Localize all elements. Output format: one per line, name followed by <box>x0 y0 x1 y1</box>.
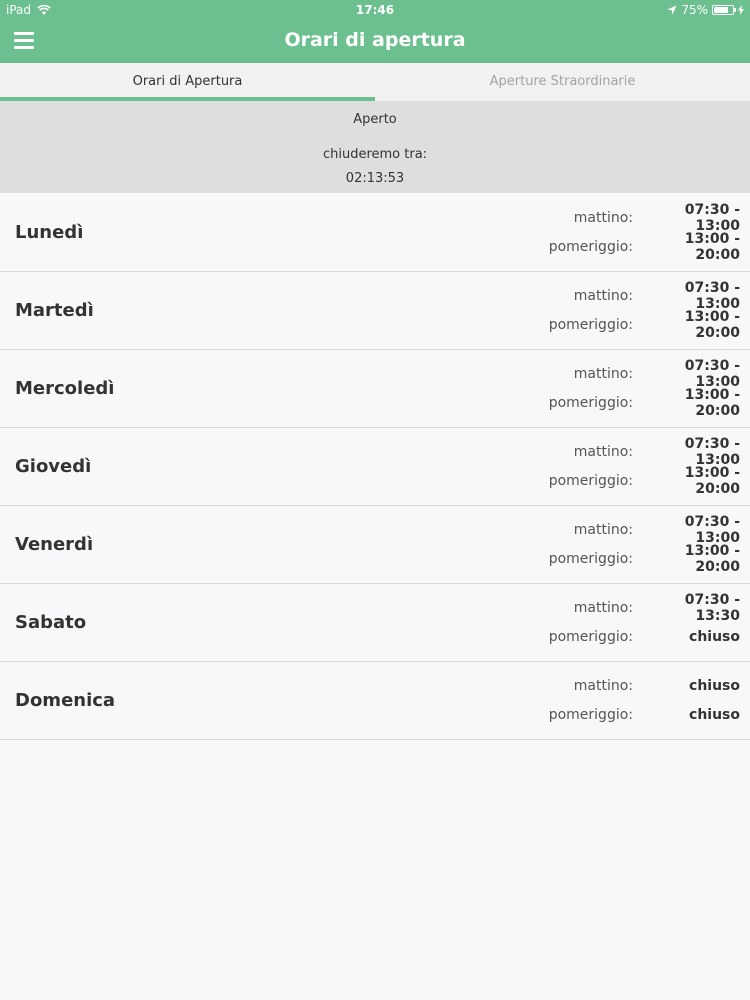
morning-slot <box>505 202 740 234</box>
afternoon-hours: 13:00 - 20:00 <box>684 309 740 341</box>
morning-label: mattino: <box>573 600 633 616</box>
charging-bolt-icon <box>738 5 744 15</box>
battery-percent: 75% <box>681 3 708 17</box>
morning-slot <box>505 514 740 546</box>
morning-slot <box>505 358 740 390</box>
day-row <box>0 350 750 428</box>
afternoon-hours: 13:00 - 20:00 <box>684 231 740 263</box>
morning-hours: chiuso <box>689 678 740 694</box>
location-arrow-icon <box>667 5 677 15</box>
afternoon-slot <box>505 387 740 419</box>
open-status-text: Aperto <box>353 112 397 127</box>
day-row <box>0 662 750 740</box>
morning-label: mattino: <box>573 522 633 538</box>
afternoon-hours: chiuso <box>689 707 740 723</box>
morning-label: mattino: <box>573 366 633 382</box>
day-name: Domenica <box>15 690 116 711</box>
morning-slot <box>505 280 740 312</box>
afternoon-slot <box>505 627 740 647</box>
afternoon-label: pomeriggio: <box>548 239 633 255</box>
tab-special-openings[interactable]: Aperture Straordinarie <box>489 74 636 89</box>
closing-countdown: 02:13:53 <box>345 171 405 186</box>
navigation-bar <box>0 20 750 63</box>
closing-label: chiuderemo tra: <box>322 147 428 162</box>
morning-hours: 07:30 - 13:00 <box>684 202 740 234</box>
day-name: Mercoledì <box>15 378 115 399</box>
morning-hours: 07:30 - 13:00 <box>684 358 740 390</box>
app-header-bar <box>0 0 750 63</box>
morning-label: mattino: <box>573 678 633 694</box>
day-row <box>0 584 750 662</box>
afternoon-label: pomeriggio: <box>548 473 633 489</box>
battery-fill <box>714 7 728 13</box>
afternoon-slot <box>505 543 740 575</box>
day-name: Sabato <box>15 612 87 633</box>
status-bar <box>0 0 750 20</box>
morning-label: mattino: <box>573 288 633 304</box>
device-label: iPad <box>6 3 32 17</box>
morning-slot <box>505 676 740 696</box>
battery-icon <box>712 5 734 15</box>
afternoon-hours: chiuso <box>689 629 740 645</box>
afternoon-slot <box>505 231 740 263</box>
afternoon-slot <box>505 309 740 341</box>
day-name: Martedì <box>15 300 94 321</box>
open-status-panel <box>0 101 750 193</box>
day-row <box>0 428 750 506</box>
day-name: Giovedì <box>15 456 92 477</box>
afternoon-label: pomeriggio: <box>548 317 633 333</box>
tab-bar <box>0 63 750 101</box>
afternoon-label: pomeriggio: <box>548 551 633 567</box>
day-row <box>0 506 750 584</box>
day-name: Venerdì <box>15 534 94 555</box>
day-row <box>0 272 750 350</box>
morning-label: mattino: <box>573 210 633 226</box>
morning-hours: 07:30 - 13:00 <box>684 514 740 546</box>
status-right <box>667 3 744 17</box>
morning-label: mattino: <box>573 444 633 460</box>
weekly-hours-list <box>0 194 750 740</box>
afternoon-hours: 13:00 - 20:00 <box>684 387 740 419</box>
page-title: Orari di apertura <box>284 29 466 51</box>
afternoon-slot <box>505 705 740 725</box>
afternoon-hours: 13:00 - 20:00 <box>684 543 740 575</box>
morning-slot <box>505 592 740 624</box>
afternoon-hours: 13:00 - 20:00 <box>684 465 740 497</box>
morning-slot <box>505 436 740 468</box>
status-time: 17:46 <box>355 3 395 17</box>
afternoon-label: pomeriggio: <box>548 395 633 411</box>
day-name: Lunedì <box>15 222 84 243</box>
day-row <box>0 194 750 272</box>
morning-hours: 07:30 - 13:30 <box>684 592 740 624</box>
afternoon-label: pomeriggio: <box>548 707 633 723</box>
tab-opening-hours[interactable]: Orari di Apertura <box>132 74 243 89</box>
afternoon-label: pomeriggio: <box>548 629 633 645</box>
morning-hours: 07:30 - 13:00 <box>684 436 740 468</box>
afternoon-slot <box>505 465 740 497</box>
morning-hours: 07:30 - 13:00 <box>684 280 740 312</box>
